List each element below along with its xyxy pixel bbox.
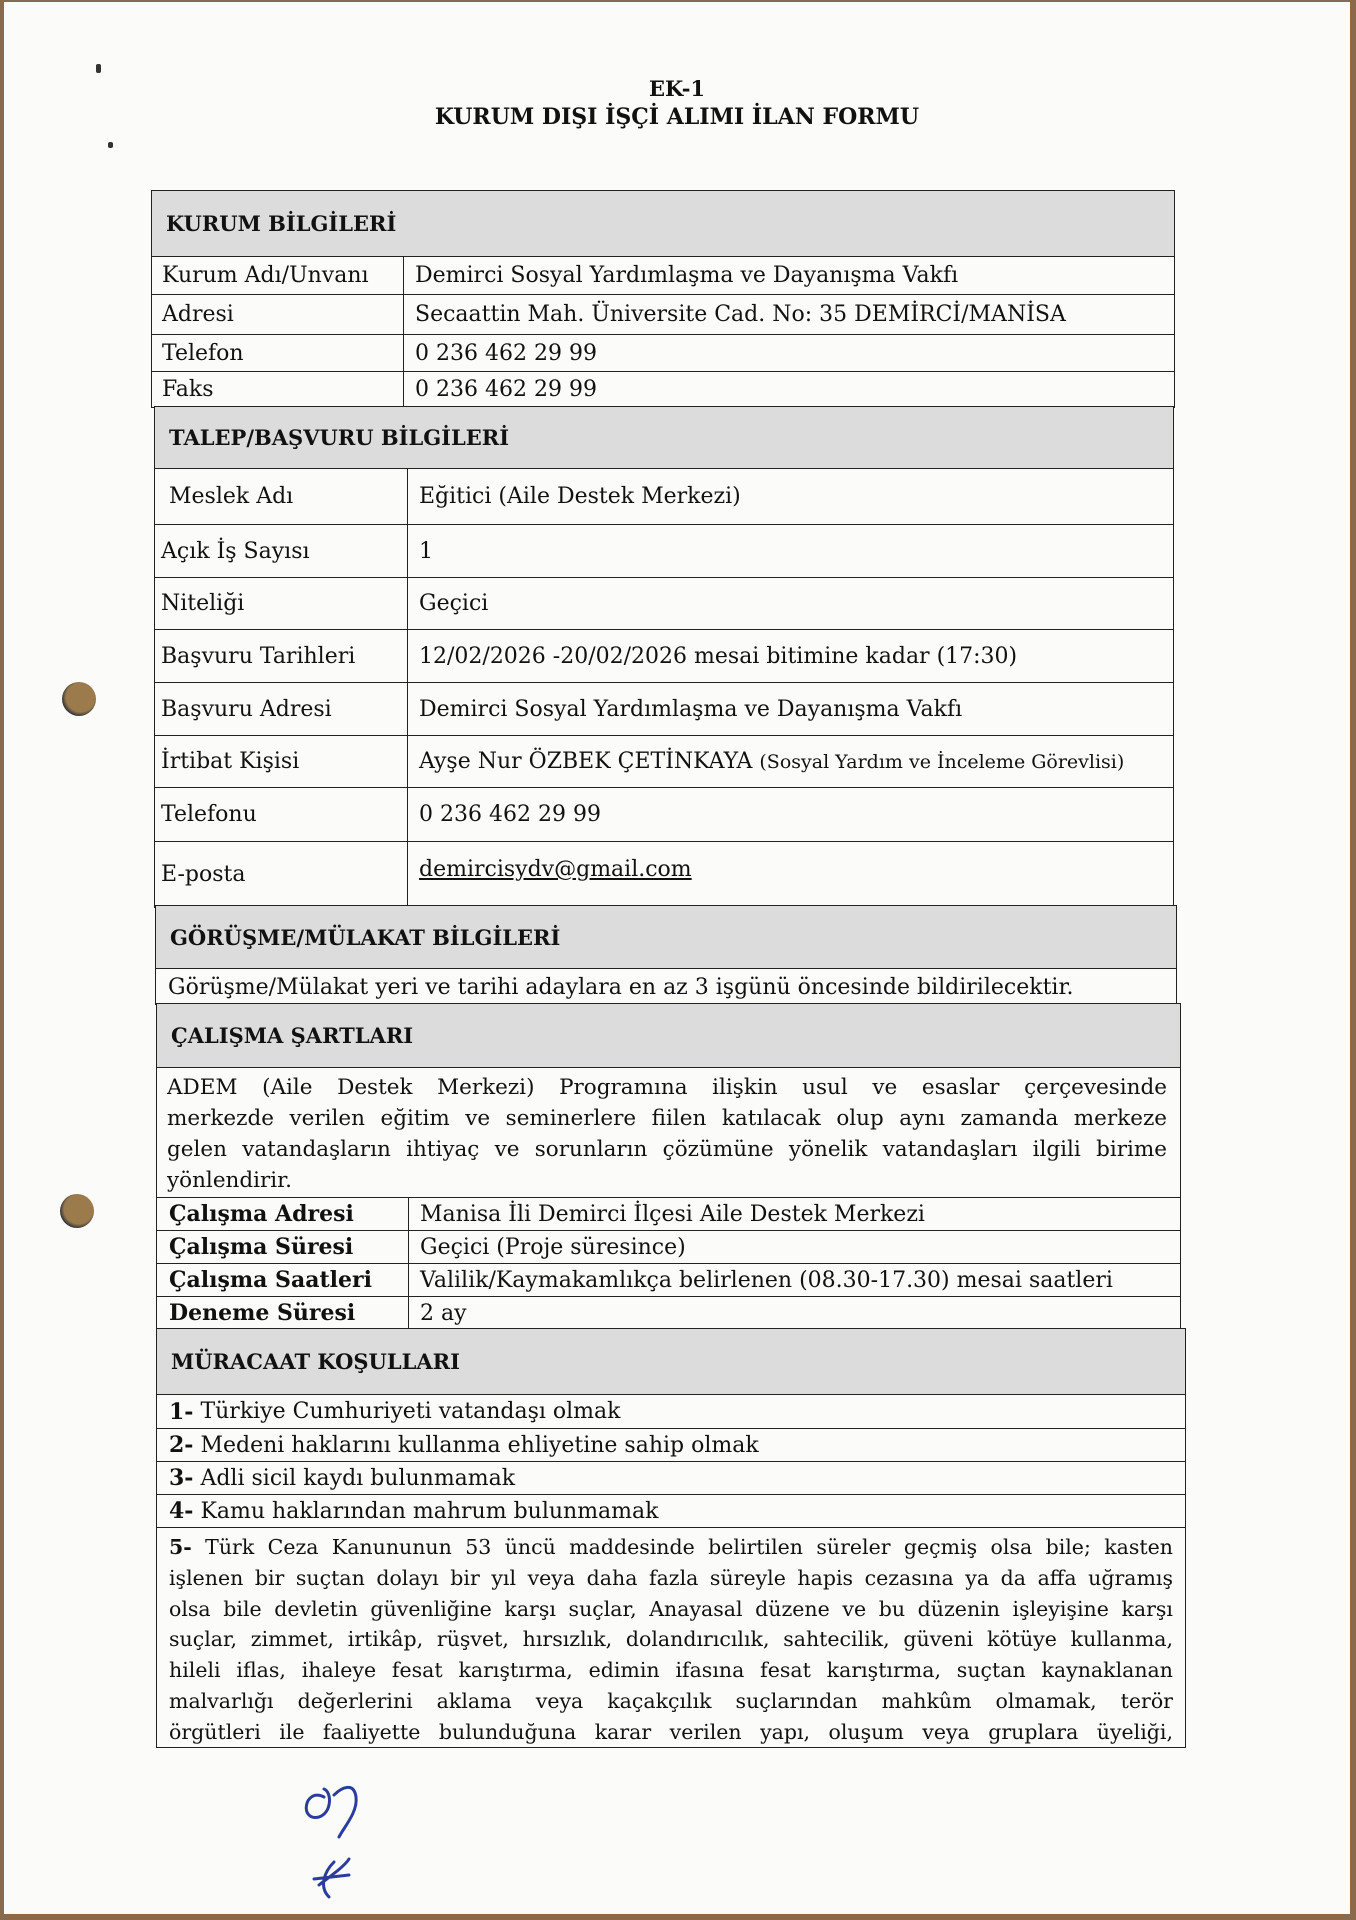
condition-text: Kamu haklarından mahrum bulunmamak [200, 1498, 659, 1524]
talep-value: Eğitici (Aile Destek Merkezi) [419, 484, 741, 509]
handwritten-initials [294, 1767, 374, 1907]
talep-label: Başvuru Tarihleri [161, 643, 356, 669]
condition-item [157, 1428, 1185, 1461]
gorusme-section [155, 905, 1177, 1005]
condition-text: Adli sicil kaydı bulunmamak [200, 1465, 516, 1491]
kurum-row [152, 334, 1174, 371]
ink-speck [108, 142, 113, 148]
kurum-value: Secaattin Mah. Üniversite Cad. No: 35 DEMİRCİ/MANİSA [415, 302, 1066, 327]
talep-row [155, 629, 1173, 682]
kurum-value: 0 236 462 29 99 [415, 340, 597, 366]
calisma-label: Deneme Süresi [169, 1300, 356, 1326]
description-line: ADEM (Aile Destek Merkezi) Programına ilişkin usul ve esaslar çerçevesinde [167, 1075, 1167, 1100]
kurum-value: 0 236 462 29 99 [415, 377, 597, 402]
kurum-section-title: KURUM BİLGİLERİ [152, 191, 1174, 257]
condition-item [157, 1461, 1185, 1494]
punch-hole [60, 1194, 94, 1228]
condition-number: 5- [169, 1535, 192, 1559]
description-line: merkezde verilen eğitim ve seminerlere fiilen katılacak olup aynı zamanda merkeze [167, 1106, 1167, 1131]
talep-row [155, 469, 1173, 524]
calisma-section [156, 1003, 1181, 1330]
condition-text: Türkiye Cumhuriyeti vatandaşı olmak [200, 1399, 621, 1424]
calisma-value: Manisa İli Demirci İlçesi Aile Destek Merkezi [420, 1201, 925, 1227]
condition-text: Medeni haklarını kullanma ehliyetine sahip olmak [200, 1432, 759, 1458]
document-page [4, 2, 1350, 1914]
talep-value [419, 736, 1124, 787]
condition-5 [169, 1532, 1173, 1748]
condition-item [157, 1494, 1185, 1527]
ink-speck [96, 64, 101, 73]
calisma-value: 2 ay [420, 1300, 467, 1326]
form-title: KURUM DIŞI İŞÇİ ALIMI İLAN FORMU [434, 104, 920, 130]
talep-label: Telefonu [161, 802, 257, 827]
condition-line: malvarlığı değerlerini aklama veya kaçakçılık suçlarından mahkûm olmamak, terör [169, 1688, 1173, 1713]
muracaat-section-title: MÜRACAAT KOŞULLARI [157, 1329, 1185, 1395]
talep-value: 12/02/2026 -20/02/2026 mesai bitimine kadar (17:30) [419, 643, 1018, 669]
annex-label: EK-1 [648, 76, 706, 101]
talep-section [154, 406, 1174, 908]
condition-number: 4- [169, 1498, 194, 1524]
talep-label: Meslek Adı [169, 484, 294, 509]
talep-label: Başvuru Adresi [161, 696, 332, 722]
kurum-label: Telefon [162, 340, 244, 366]
talep-label: E-posta [161, 862, 246, 887]
condition-line: işlenen bir suçtan dolayı bir yıl veya daha fazla süreyle hapis cezasına ya da affa uğramış [169, 1565, 1173, 1590]
condition-number: 1- [169, 1398, 194, 1425]
kurum-row [152, 257, 1174, 294]
condition-number: 3- [169, 1465, 194, 1491]
gorusme-text: Görüşme/Mülakat yeri ve tarihi adaylara en az 3 işgünü öncesinde bildirilecektir. [168, 975, 1074, 1000]
talep-value: 1 [419, 538, 433, 564]
kurum-value: Demirci Sosyal Yardımlaşma ve Dayanışma Vakfı [415, 263, 959, 288]
talep-section-title: TALEP/BAŞVURU BİLGİLERİ [155, 407, 1173, 469]
calisma-section-title: ÇALIŞMA ŞARTLARI [157, 1004, 1180, 1068]
condition-number: 2- [169, 1432, 194, 1458]
condition-item [157, 1527, 1185, 1747]
talep-row [155, 841, 1173, 907]
punch-hole [62, 682, 96, 716]
talep-row [155, 682, 1173, 735]
calisma-description [167, 1072, 1167, 1196]
calisma-label: Çalışma Saatleri [169, 1267, 372, 1293]
condition-line: olsa bile devletin güvenliğine karşı suçlar, Anayasal düzene ve bu düzenin işleyişine karşı [169, 1596, 1173, 1621]
kurum-label: Faks [162, 377, 214, 402]
email-link[interactable]: demircisydv@gmail.com [419, 857, 692, 882]
condition-item [157, 1395, 1185, 1428]
kurum-row [152, 371, 1174, 407]
description-line: gelen vatandaşların ihtiyaç ve sorunların çözümüne yönelik vatandaşları ilgili birime [167, 1137, 1167, 1162]
condition-line: hileli iflas, ihaleye fesat karıştırma, edimin ifasına fesat karıştırma, suçtan kaynaklanan [169, 1658, 1173, 1683]
condition-line: Türk Ceza Kanununun 53 üncü maddesinde belirtilen süreler geçmiş olsa bile; kasten [205, 1535, 1173, 1559]
calisma-value: Geçici (Proje süresince) [420, 1234, 686, 1260]
calisma-row [157, 1263, 1180, 1296]
description-line: yönlendirir. [167, 1168, 292, 1193]
talep-label: İrtibat Kişisi [161, 749, 300, 774]
contact-title: (Sosyal Yardım ve İnceleme Görevlisi) [759, 750, 1125, 773]
muracaat-section [156, 1328, 1186, 1748]
talep-value: Geçici [419, 591, 489, 616]
kurum-row [152, 294, 1174, 334]
kurum-section [151, 190, 1175, 408]
condition-line: suçlar, zimmet, irtikâp, rüşvet, hırsızlık, dolandırıcılık, sahtecilik, güveni kötüye kullanma, [169, 1627, 1173, 1652]
talep-row [155, 735, 1173, 787]
talep-label: Açık İş Sayısı [161, 538, 310, 564]
condition-line: örgütleri ile faaliyette bulunduğuna karar verilen yapı, oluşum veya gruplara üyeliği, [169, 1719, 1173, 1744]
calisma-label: Çalışma Süresi [169, 1234, 354, 1260]
calisma-label: Çalışma Adresi [169, 1201, 354, 1227]
calisma-row [157, 1230, 1180, 1263]
calisma-row [157, 1296, 1180, 1329]
talep-row [155, 787, 1173, 841]
talep-row [155, 577, 1173, 629]
contact-person: Ayşe Nur ÖZBEK ÇETİNKAYA [419, 749, 753, 774]
talep-row [155, 524, 1173, 577]
gorusme-section-title: GÖRÜŞME/MÜLAKAT BİLGİLERİ [156, 906, 1176, 969]
talep-label: Niteliği [161, 591, 245, 616]
kurum-label: Kurum Adı/Unvanı [162, 263, 369, 288]
talep-value: 0 236 462 29 99 [419, 802, 601, 827]
kurum-label: Adresi [162, 302, 234, 327]
talep-value: Demirci Sosyal Yardımlaşma ve Dayanışma Vakfı [419, 696, 963, 722]
calisma-row [157, 1197, 1180, 1230]
calisma-value: Valilik/Kaymakamlıkça belirlenen (08.30-17.30) mesai saatleri [420, 1267, 1113, 1293]
